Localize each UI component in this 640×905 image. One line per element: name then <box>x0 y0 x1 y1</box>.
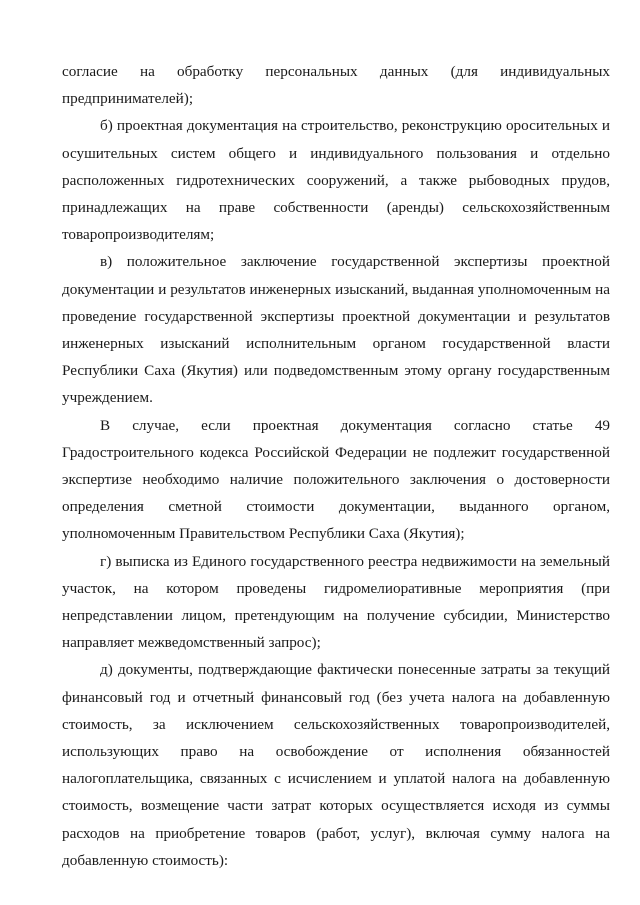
paragraph-consent-continuation: согласие на обработку персональных данных (для индивидуальных предпринимателей); <box>62 63 610 108</box>
paragraph-item-v: в) положительное заключение государственной экспертизы проектной документации и результатов инженерных изысканий, выданная уполномоченным на проведение государственной экспертизы проектной документации и результатов инженерных изысканий исполнительным органом государственной власти Республики Саха (Якутия) или подведомственным этому органу государственным учреждением. <box>62 253 610 407</box>
document-body <box>62 58 610 874</box>
paragraph-expertise-note: В случае, если проектная документация согласно статье 49 Градостроительного кодекса Российской Федерации не подлежит государственной экспертизе необходимо наличие положительного заключения о достоверности определения сметной стоимости документации, выданного органом, уполномоченным Правительством Республики Саха (Якутия); <box>62 416 610 543</box>
paragraph-item-d: д) документы, подтверждающие фактически понесенные затраты за текущий финансовый год и отчетный финансовый год (без учета налога на добавленную стоимость, за исключением сельскохозяйственных товаропроизводителей, использующих право на освобождение от исполнения обязанностей налогоплательщика, связанных с исчислением и уплатой налога на добавленную стоимость, возмещение части затрат которых осуществляется исходя из суммы расходов на приобретение товаров (работ, услуг), включая сумму налога на добавленную стоимость): <box>62 661 610 869</box>
paragraph-item-g: г) выписка из Единого государственного реестра недвижимости на земельный участок, на котором проведены гидромелиоративные мероприятия (при непредставлении лицом, претендующим на получение субсидии, Министерство направляет межведомственный запрос); <box>62 552 610 652</box>
paragraph-item-b: б) проектная документация на строительство, реконструкцию оросительных и осушительных систем общего и индивидуального пользования и отдельно расположенных гидротехнических сооружений, а также рыбоводных прудов, принадлежащих на праве собственности (аренды) сельскохозяйственным товаропроизводителям; <box>62 117 610 244</box>
